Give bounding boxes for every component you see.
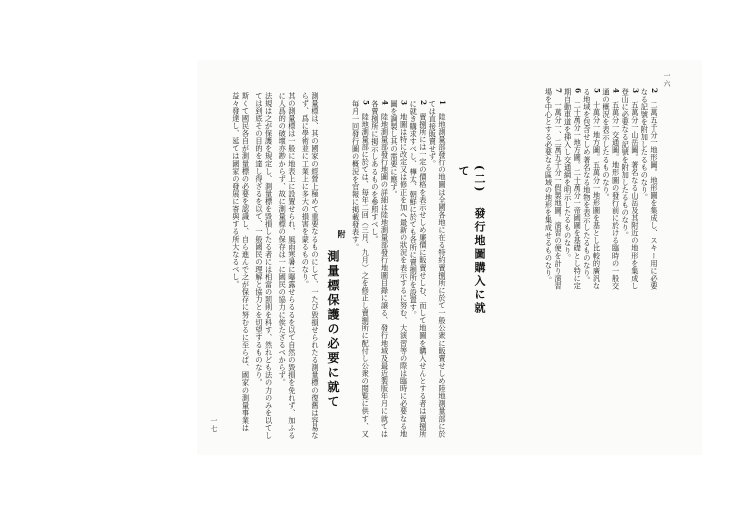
list-item: 2 二萬五千分一地形圖。地形圖を集成し、スキー用に必要なる記號を附加したるものなり。 — [640, 88, 659, 290]
list-item: 4 五萬分一交通圖。地形圖の發行前に於ける臨時の一般交通の概況を表示したるものなり。 — [602, 88, 621, 290]
section-heading: (二) 發行地圖購入に就て — [457, 165, 486, 316]
list-item: 4 陸地測量部發行地圖の詳細は陸地測量部發行地圖目錄に譲る、發行地域及最近製版年月に就ては各賣捌所に掲示しあるものを參照すべし。 — [370, 100, 390, 438]
body-paragraph: 其の測量標は一般に地表上に設置せられ、風雨寒暑に曝露せらるるを以て自然の毀損を免れず、加ふるに人爲的の破壞亦尠からず、故に測量標の保存は一に國民の協力に俟たざるべからず。 — [278, 92, 297, 440]
left-page-number: 一七 — [210, 417, 218, 433]
list-item: 1 陸地測量部發行の地圖は全國各地に在る特約賣捌所に於て一般公衆に販賣せしめ陸地測量部に於ては直接販賣せず。 — [428, 100, 447, 438]
list-item: 2 賣捌所には一定の價格を表示せしめ廉價に販賣せしむ、而して地圖を購入せんとする者は賣捌所に就き購求すべし、樺太、朝鮮に於ても各所に賣捌所を設置す。 — [409, 100, 428, 438]
list-item: 7 一萬分一、二萬五千分一假製地圖。演習の便を計り演習場を中心とする必要なる區域の地形を集成せるものなり。 — [544, 88, 564, 290]
body-paragraph: 測量標は、其の國家の經營上極めて重要なるものにして、一たび毀損せられたる測量標の復舊は容易ならず、爲に學術並に工業上に多大の損害を蒙るものなり。 — [301, 92, 320, 440]
appendix-title: 測量標保護の必要に就て — [326, 250, 340, 410]
left-page-body — [212, 92, 320, 442]
list-item: 3 地圖は特に改定又は修正を加へ最新の狀況を表示するに努む、大演習等の際は臨時に必要なる地圖を調製し其の需要に應ず。 — [390, 100, 409, 438]
body-paragraph: 斯くて國民各自が測量標の必要を認識し、自ら進んで之が保存に努むるに至らば、國家の測量事業は益々發達し、延ては國家の發展に寄與する所大なるべし。 — [231, 92, 251, 432]
list-item: 3 五萬分一山岳圖。著名なる山岳及其附近の地形を集成し登山に必要なる記號を附加したるものなり。 — [621, 88, 640, 290]
list-item: 5 陸地測量部に於ては、毎年二回（三月、九月）之を修正し賣捌所に配付し公衆の閲覧に供す、又毎月一回發行圖の概況を官報に掲載發表す。 — [351, 100, 371, 438]
body-paragraph: 法規は之が保護を規定し、測量標を毀損したる者には相當の罰則を科す、然れども法の力のみを以てしては到底その目的を達し得ざるを以て、一般國民の理解と協力とを切望するものなり。 — [255, 92, 274, 440]
scanned-book-spread — [197, 60, 702, 455]
list-item: 5 十萬分一地方圖。五萬分一地形圖を基とし比較的廣汎なる地域を包含せしめ著名なる地物を表示したるものなり。 — [582, 88, 602, 290]
purchase-notes — [351, 100, 447, 440]
right-page-number: 一六 — [663, 72, 671, 88]
list-item: 6 二十萬分一地方圖。二十萬分一帝國圖を基礎とし特に定期自動車道を挿入し交通網を明示したるものなり。 — [563, 88, 583, 290]
appendix-label: 附 — [337, 230, 347, 241]
